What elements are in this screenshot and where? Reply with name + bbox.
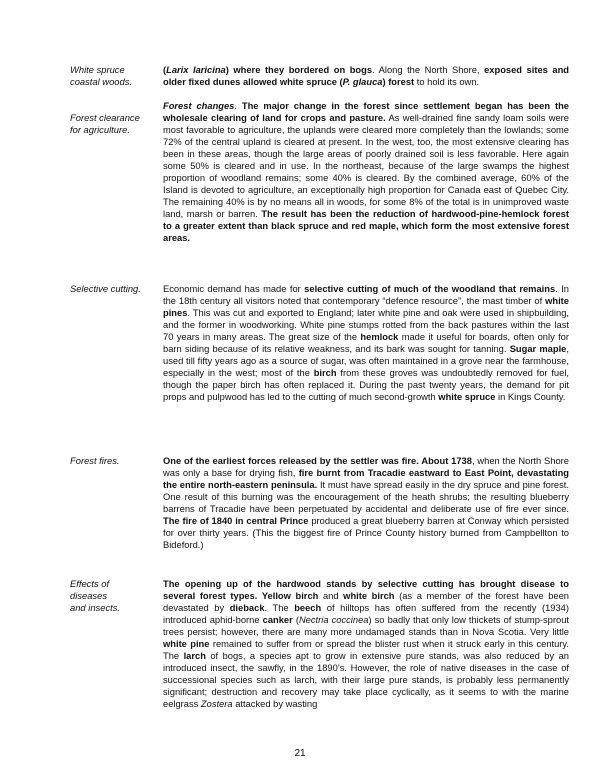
- margin-note: [70, 455, 155, 467]
- bold-text: larch: [183, 651, 206, 661]
- bold-text: selective cutting of much of the woodland that remains: [304, 284, 556, 294]
- bold-text: hemlock: [360, 332, 399, 342]
- italic-text: Nectria coccinea: [298, 615, 369, 625]
- text-run: in Kings County.: [495, 392, 566, 402]
- text-run: of bogs, a species apt to grow in extensive pure stands, was also reduced by an introduced insect, the sawfly, in the 1890’s. However, the role of native diseases in the case of successional species such as larch, with their large pure stands, is probably less permanently significant; destruction and recovery may take place cyclically, as it seems to with the marine eelgrass: [163, 651, 569, 709]
- margin-note: [70, 283, 155, 295]
- bold-text: white pine: [163, 639, 210, 649]
- text-run: to hold its own.: [414, 77, 480, 87]
- page-number: 21: [294, 748, 306, 759]
- bold-text: ) forest: [382, 77, 415, 87]
- text-run: .: [234, 101, 242, 111]
- text-run: . The: [264, 603, 295, 613]
- text-run: remained to suffer from or spread the blister rust when it struck early in this century. The: [163, 639, 569, 661]
- text-run: ) so badly that only low thickets of stump-sprout trees persist; however, there are many more undamaged stands than in Nova Scotia. Very little: [163, 615, 569, 637]
- bold-text: ) where they bordered on bogs: [225, 65, 373, 75]
- text-run: . This was cut and exported to England; later white pine and oak were used in shipbuilding, and the former in woodworking. White pine stumps rotted from the back pastures within the last 70 years in many areas. The great size of the: [163, 308, 569, 342]
- text-run: of hilltops has often suffered from the recently (1934) introduced aphid-borne: [163, 603, 569, 625]
- text-run: . In the 18th century all visitors noted that contemporary “defence resource”, the mast timber of: [163, 284, 569, 306]
- bold-text: white birch: [343, 591, 395, 601]
- text-run: attacked by wasting: [232, 699, 318, 709]
- paragraph: [163, 455, 569, 551]
- bold-text: Sugar maple: [509, 344, 567, 354]
- bold-text: P. glauca: [342, 77, 383, 87]
- text-run: As well-drained fine sandy loam soils were most favorable to agriculture, the uplands were cleared more completely than the lowlands; some 72% of the central upland is cleared at present. In the west, too, the most extensive clearing has been in these areas, though the large areas of poorly drained soil is less favorable. Here again some 50% is cleared and in use. In the northeast, because of the large swamps the highest proportion of woodland remains; some 40% is cleared. By the combined average, 60% of the Island is devoted to agriculture, an exceptionally high proportion for Canada east of Quebec City. The remaining 40% is by no means all in woods, for some 8% of the total is in unimproved waste land, marsh or barren.: [163, 113, 569, 219]
- bold-text: One of the earliest forces released by the settler was fire. About 1738: [163, 456, 472, 466]
- margin-note-line: White spruce: [70, 64, 125, 75]
- margin-note-line: Forest clearance: [70, 112, 140, 123]
- text-run: Economic demand has made for: [163, 284, 305, 294]
- margin-note-line: and insects.: [70, 602, 121, 613]
- bold-text: The fire of 1840 in central Prince: [163, 516, 309, 526]
- text-run: . Along the North Shore,: [372, 65, 485, 75]
- margin-note: [70, 112, 155, 136]
- bold-text: The opening up of the hardwood stands by selective cutting has brought disease to several forest types. Yellow birch: [163, 579, 569, 601]
- margin-note-line: coastal woods.: [70, 76, 133, 87]
- bold-text: (: [163, 65, 167, 75]
- margin-note-line: for agriculture.: [70, 124, 130, 135]
- text-run: and: [318, 591, 344, 601]
- paragraph: [163, 64, 569, 88]
- text-run: , used till fifty years ago as a source of sugar, was often maintained in a grove near the farmhouse, especially in the west; most of the: [163, 344, 569, 378]
- bold-text: birch: [313, 368, 337, 378]
- margin-note-line: Forest fires.: [70, 455, 120, 466]
- bold-text: canker: [262, 615, 293, 625]
- bold-text: The result has been the reduction of hardwood-pine-hemlock forest to a greater extent than black spruce and red maple, which form the most extensive forest areas.: [163, 209, 569, 243]
- bold-text: beech: [294, 603, 322, 613]
- text-run: (as a member of the forest have been devastated by: [163, 591, 569, 613]
- bold-text: Larix laricina: [166, 65, 226, 75]
- bold-text: The major change in the forest since settlement began has been the wholesale clearing of land for crops and pasture.: [163, 101, 569, 123]
- bold-text: white pines: [163, 296, 569, 318]
- text-run: , when the North Shore was only a base for drying fish,: [163, 456, 569, 478]
- paragraph: [163, 283, 569, 403]
- paragraph: [163, 578, 569, 710]
- margin-note-line: diseases: [70, 590, 108, 601]
- paragraph: [163, 100, 569, 244]
- bold-text: white spruce: [438, 392, 496, 402]
- text-run: produced a great blueberry barren at Conway which persisted for over thirty years. (This the biggest fire of Prince County history burned from Campbellton to Bideford.): [163, 516, 569, 550]
- text-run: (: [292, 615, 299, 625]
- margin-note: [70, 64, 155, 88]
- text-run: It must have spread easily in the dry spruce and pine forest. One result of this burning was the encouragement of the heath shrubs; the resulting blueberry barrens of Tracadie have been perpetuated by accidental and deliberate use of fire ever since.: [163, 480, 569, 514]
- text-run: made it useful for boards, often only for barn siding because of its relative weakness, and its bark was sought for tanning.: [163, 332, 569, 354]
- bold-text: dieback: [229, 603, 265, 613]
- bold-text: Forest changes: [163, 101, 235, 111]
- margin-note: [70, 578, 155, 614]
- italic-text: Zostera: [200, 699, 233, 709]
- margin-note-line: Selective cutting.: [70, 283, 141, 294]
- bold-text: exposed sites and older fixed dunes allowed white spruce (: [163, 65, 570, 87]
- margin-note-line: Effects of: [70, 578, 110, 589]
- text-run: from these groves was undoubtedly removed for fuel, though the paper birch has often replaced it. During the past twenty years, the demand for pit props and pulpwood has led to the cutting of much second-growth: [163, 368, 569, 402]
- bold-text: fire burnt from Tracadie eastward to East Point, devastating the entire north-eastern peninsula.: [163, 468, 569, 490]
